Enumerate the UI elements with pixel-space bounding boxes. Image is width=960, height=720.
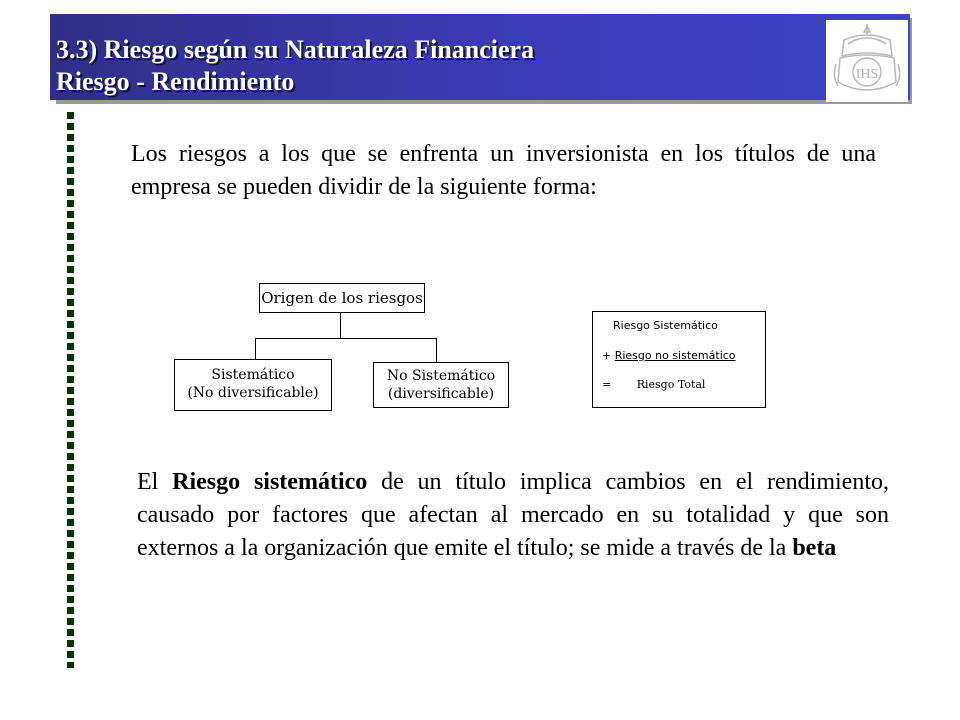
- definition-text-1: El: [137, 469, 173, 495]
- non-systematic-label: No Sistemático: [386, 368, 496, 384]
- definition-paragraph: [137, 466, 889, 565]
- logo-text: IHS: [855, 67, 879, 82]
- definition-term: Riesgo sistemático: [172, 469, 368, 495]
- summary-plus-sign: +: [602, 349, 612, 362]
- non-systematic-box: [373, 362, 509, 408]
- summary-plus-row: [602, 349, 736, 362]
- definition-text-2: de un título implica cambios en el rendimiento, causado por factores que afectan al mercado en su totalidad y que son externos a la organización que emite el título; se mide a través de la: [137, 469, 890, 561]
- connector-horizontal: [255, 338, 437, 339]
- ihs-seal-icon: [826, 20, 908, 102]
- intro-paragraph: Los riesgos a los que se enfrenta un inversionista en los títulos de una empresa se pueden dividir de la siguiente forma:: [131, 141, 876, 200]
- title-line-2: Riesgo - Rendimiento: [56, 67, 295, 96]
- slide-title: [56, 34, 534, 98]
- systematic-box: [174, 359, 332, 411]
- origin-box: Origen de los riesgos: [259, 283, 425, 313]
- dotted-rule: [67, 112, 77, 668]
- summary-non-systematic: Riesgo no sistemático: [614, 349, 736, 362]
- summary-equals-sign: =: [602, 378, 612, 391]
- connector-right-down: [436, 338, 437, 362]
- title-line-1: 3.3) Riesgo según su Naturaleza Financiera: [56, 35, 535, 64]
- summary-systematic: Riesgo Sistemático: [613, 319, 718, 332]
- systematic-sublabel: (No diversificable): [187, 385, 319, 401]
- logo: [826, 20, 908, 102]
- risk-summary-box: [592, 311, 766, 408]
- summary-total: Riesgo Total: [636, 378, 706, 391]
- connector-left-down: [255, 338, 256, 359]
- connector-root-down: [340, 312, 341, 338]
- non-systematic-sublabel: (diversificable): [387, 386, 495, 402]
- summary-total-row: [602, 378, 705, 391]
- systematic-label: Sistemático: [211, 367, 295, 383]
- definition-beta: beta: [792, 535, 837, 561]
